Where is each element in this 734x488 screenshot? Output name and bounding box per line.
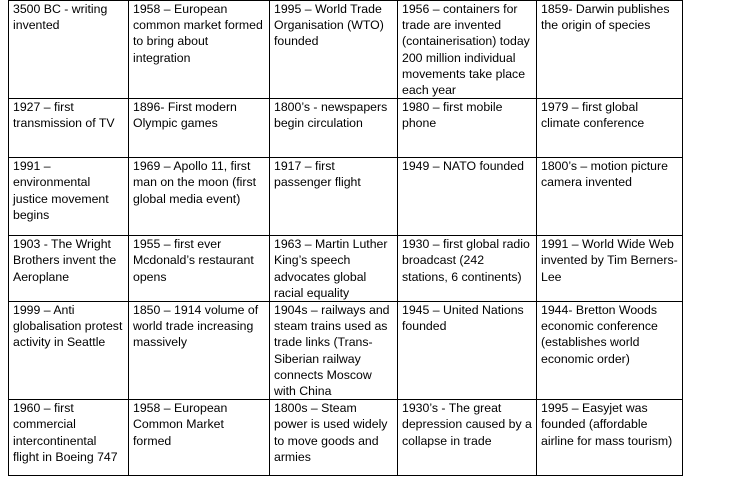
table-cell: 1955 – first ever Mcdonald’s restaurant opens (129, 236, 270, 302)
table-row (9, 1, 683, 99)
table-cell: 1903 - The Wright Brothers invent the Aeroplane (9, 236, 129, 302)
table-cell: 1999 – Anti globalisation protest activity in Seattle (9, 302, 129, 400)
table-cell: 1995 – World Trade Organisation (WTO) founded (270, 1, 398, 99)
table-cell: 1958 – European common market formed to bring about integration (129, 1, 270, 99)
table-cell: 1949 – NATO founded (398, 158, 537, 236)
table-cell: 1930’s - The great depression caused by a collapse in trade (398, 400, 537, 476)
table-cell: 1800’s - newspapers begin circulation (270, 99, 398, 158)
table-row (9, 400, 683, 476)
table-cell: 1979 – first global climate conference (537, 99, 683, 158)
timeline-table (8, 0, 683, 476)
table-cell: 1896- First modern Olympic games (129, 99, 270, 158)
table-cell: 1960 – first commercial intercontinental flight in Boeing 747 (9, 400, 129, 476)
table-cell: 1991 – environmental justice movement begins (9, 158, 129, 236)
table-row (9, 99, 683, 158)
table-cell: 1859- Darwin publishes the origin of species (537, 1, 683, 99)
table-cell: 1904s – railways and steam trains used as trade links (Trans-Siberian railway connects Moscow with China (270, 302, 398, 400)
table-cell: 1995 – Easyjet was founded (affordable airline for mass tourism) (537, 400, 683, 476)
table-cell: 1944- Bretton Woods economic conference (establishes world economic order) (537, 302, 683, 400)
table-cell: 1945 – United Nations founded (398, 302, 537, 400)
table-cell: 1930 – first global radio broadcast (242 stations, 6 continents) (398, 236, 537, 302)
table-cell: 3500 BC - writing invented (9, 1, 129, 99)
table-cell: 1800s – Steam power is used widely to move goods and armies (270, 400, 398, 476)
table-row (9, 236, 683, 302)
table-cell: 1969 – Apollo 11, first man on the moon (first global media event) (129, 158, 270, 236)
table-cell: 1963 – Martin Luther King’s speech advocates global racial equality (270, 236, 398, 302)
table-cell: 1956 – containers for trade are invented (containerisation) today 200 million individual movements take place each year (398, 1, 537, 99)
table-cell: 1980 – first mobile phone (398, 99, 537, 158)
table-row (9, 302, 683, 400)
table-cell: 1917 – first passenger flight (270, 158, 398, 236)
table-cell: 1958 – European Common Market formed (129, 400, 270, 476)
table-row (9, 158, 683, 236)
table-cell: 1800’s – motion picture camera invented (537, 158, 683, 236)
table-cell: 1927 – first transmission of TV (9, 99, 129, 158)
table-cell: 1850 – 1914 volume of world trade increasing massively (129, 302, 270, 400)
table-cell: 1991 – World Wide Web invented by Tim Berners-Lee (537, 236, 683, 302)
